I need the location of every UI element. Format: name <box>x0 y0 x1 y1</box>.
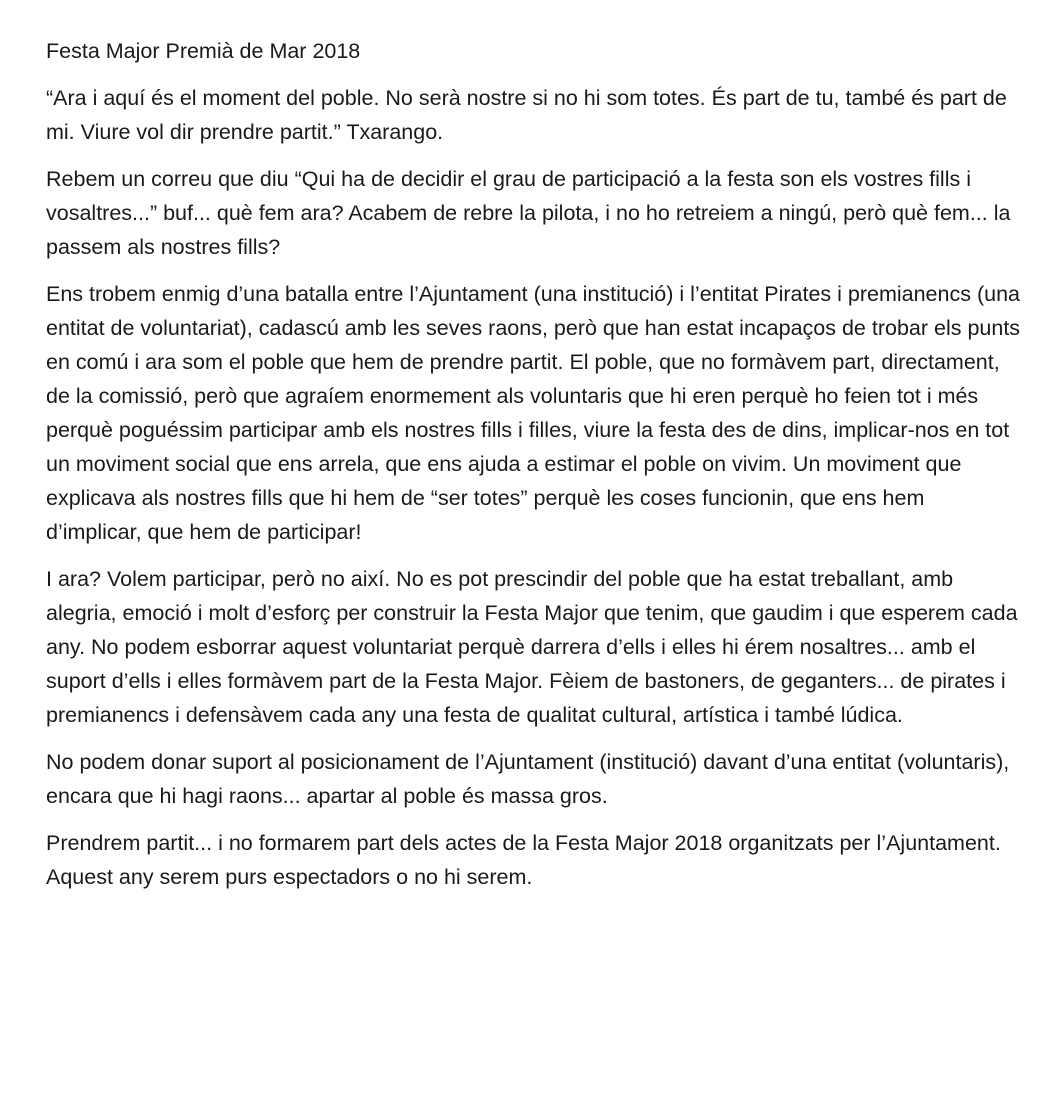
paragraph-position: No podem donar suport al posicionament de l’Ajuntament (institució) davant d’una entitat (voluntaris), encara que hi hagi raons... apartar al poble és massa gros. <box>46 750 1010 808</box>
paragraph-quote: “Ara i aquí és el moment del poble. No serà nostre si no hi som totes. És part de tu, també és part de mi. Viure vol dir prendre partit.” Txarango. <box>46 86 1007 144</box>
paragraph-email: Rebem un correu que diu “Qui ha de decidir el grau de participació a la festa son els vostres fills i vosaltres...” buf... què fem ara? Acabem de rebre la pilota, i no ho retreiem a ningú, però què fem... la passem als nostres fills? <box>46 167 1011 259</box>
paragraph-participation: I ara? Volem participar, però no així. No es pot prescindir del poble que ha estat treballant, amb alegria, emoció i molt d’esforç per construir la Festa Major que tenim, que gaudim i que esperem cada any. No podem esborrar aquest voluntariat perquè darrera d’ells i elles hi érem nosaltres... amb el suport d’ells i elles formàvem part de la Festa Major. Fèiem de bastoners, de geganters... de pirates i premianencs i defensàvem cada any una festa de qualitat cultural, artística i també lúdica. <box>46 567 1018 727</box>
paragraph-conflict: Ens trobem enmig d’una batalla entre l’Ajuntament (una institució) i l’entitat Pirates i premianencs (una entitat de voluntariat), cadascú amb les seves raons, però que han estat incapaços de trobar els punts en comú i ara som el poble que hem de prendre partit. El poble, que no formàvem part, directament, de la comissió, però que agraíem enormement als voluntaris que hi eren perquè ho feien tot i més perquè poguéssim participar amb els nostres fills i filles, viure la festa des de dins, implicar-nos en tot un moviment social que ens arrela, que ens ajuda a estimar el poble on vivim. Un moviment que explicava als nostres fills que hi hem de “ser totes” perquè les coses funcionin, que ens hem d’implicar, que hem de participar! <box>46 282 1021 544</box>
paragraph-decision: Prendrem partit... i no formarem part dels actes de la Festa Major 2018 organitzats per l’Ajuntament. Aquest any serem purs espectadors o no hi serem. <box>46 831 1001 889</box>
document-body <box>46 34 1021 907</box>
document-title: Festa Major Premià de Mar 2018 <box>46 39 361 63</box>
